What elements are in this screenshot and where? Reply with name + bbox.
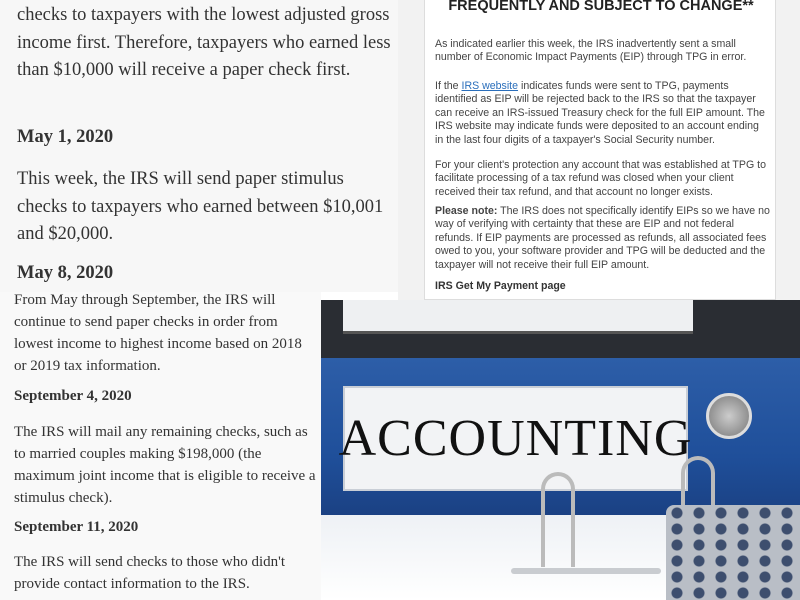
binder-label-text: ACCOUNTING (338, 410, 693, 467)
binder-label (338, 386, 693, 491)
irs-website-link[interactable]: IRS website (461, 80, 519, 92)
binder-top-label (343, 300, 693, 334)
paragraph: checks to taxpayers with the lowest adjusted gross income first. Therefore, taxpayers who earned less than $10,000 will receive a paper check first. (17, 5, 391, 80)
notice-card (424, 0, 776, 300)
accounting-binder-photo (321, 300, 800, 600)
date-heading: September 4, 2020 (14, 388, 132, 404)
paragraph: The IRS will send checks to those who didn't provide contact information to the IRS. (14, 554, 286, 592)
paragraph: From May through September, the IRS will continue to send paper checks in order from lowest income to highest income based on 2018 or 2019 tax information. (14, 292, 302, 374)
paragraph: This week, the IRS will send paper stimulus checks to taxpayers who earned between $10,001 and $20,000. (17, 169, 384, 244)
notice-heading: FREQUENTLY AND SUBJECT TO CHANGE** (448, 0, 754, 14)
binder-finger-hole (706, 393, 752, 439)
paragraph (435, 159, 770, 199)
date-heading: September 11, 2020 (14, 519, 139, 535)
text: The IRS does not specifically identify EIPs so we have no way of verifying with certainty that these are EIP and not federal refunds. If EIP payments are processed as refunds, all associated fees owed to you, your software provider and TPG will be deducted and the taxpayer will not receive their full EIP amount. (435, 205, 770, 271)
date-heading: May 8, 2020 (17, 263, 114, 283)
paragraph (435, 205, 770, 272)
notice-panel (398, 0, 800, 300)
binder-ring (541, 472, 575, 567)
pen (511, 568, 661, 574)
paragraph: The IRS will mail any remaining checks, such as to married couples making $198,000 (the maximum joint income that is eligible to receive a stimulus check). (14, 424, 316, 506)
text: indicates funds were sent to TPG, payments identified as EIP will be rejected back to the IRS so that the taxpayer can receive an IRS-issued Treasury check for the full EIP amount. The IRS website may indicate funds were deposited to an account ending in the last four digits of a taxpayer's Social Security number. (435, 80, 765, 146)
note-label: Please note: (435, 205, 498, 217)
get-my-payment-heading: IRS Get My Payment page (435, 280, 566, 292)
article-excerpt-top (0, 0, 398, 292)
date-heading: May 1, 2020 (17, 127, 114, 147)
text: If the (435, 80, 462, 92)
article-excerpt-bottom (0, 292, 321, 600)
paragraph: As indicated earlier this week, the IRS inadvertently sent a small number of Economic Impact Payments (EIP) through TPG in error. (435, 38, 747, 64)
calculator (666, 505, 800, 600)
paragraph (435, 80, 770, 147)
text: For your client's protection any account that was established at TPG to facilitate processing of a tax refund was closed when your client received their tax refund, and that account no longer exists. (435, 159, 766, 198)
